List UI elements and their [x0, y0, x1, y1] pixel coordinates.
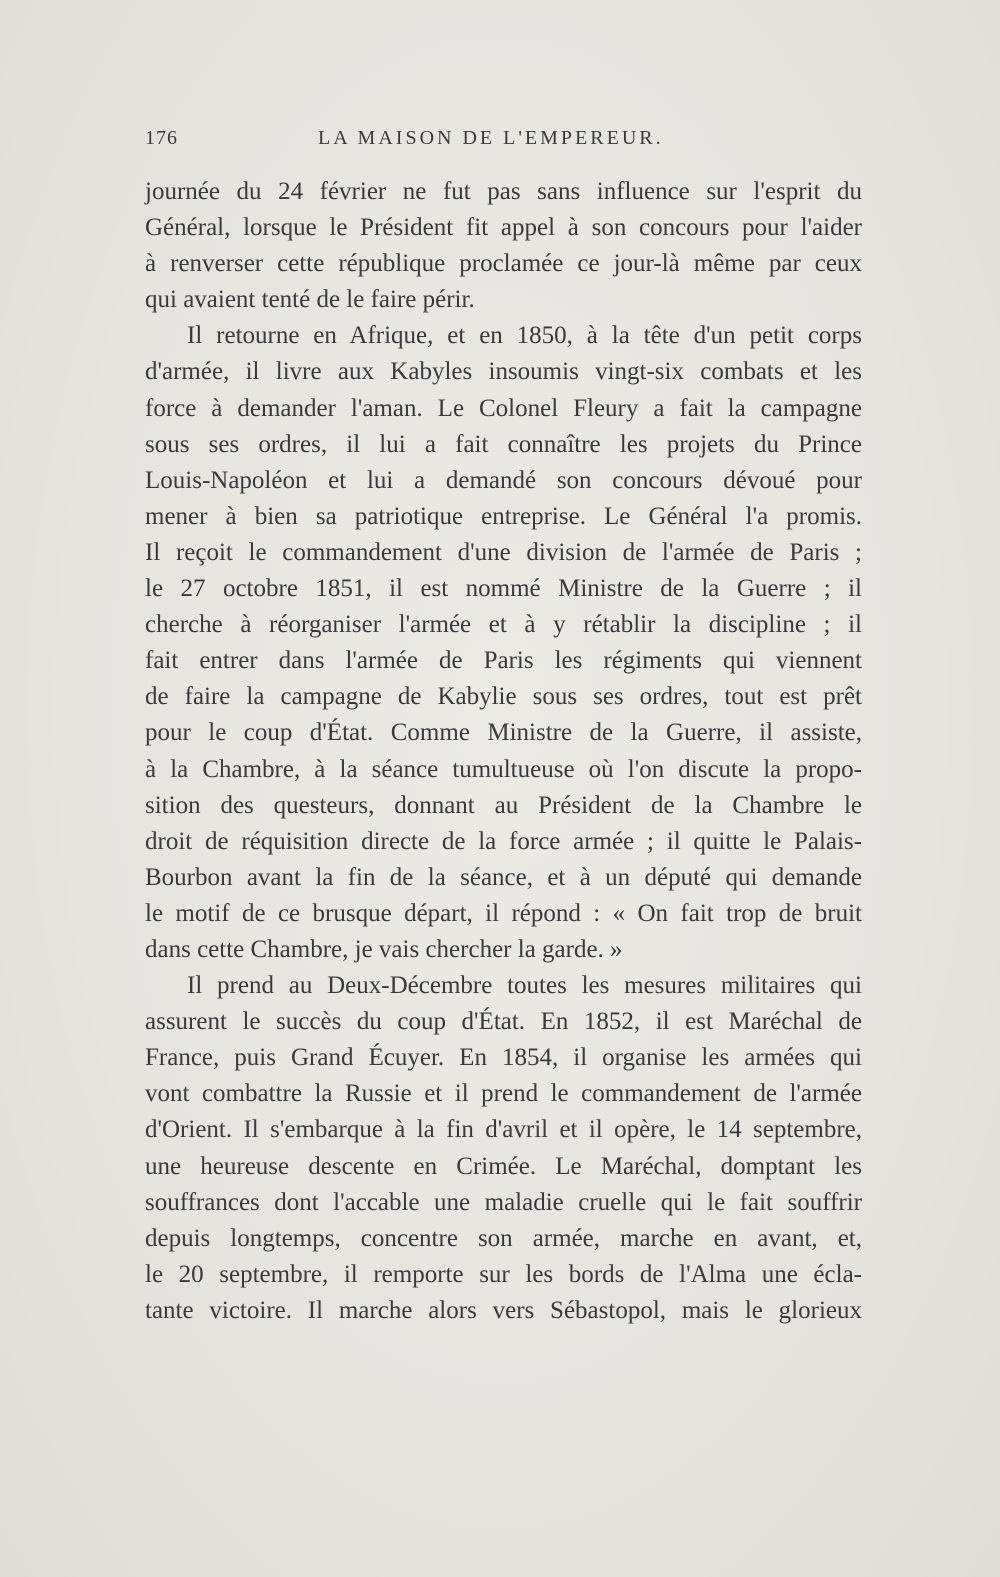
text-line: sition des questeurs, donnant au Président de la Chambre le: [145, 791, 862, 819]
text-line: mener à bien sa patriotique entreprise. Le Général l'a promis.: [145, 502, 862, 530]
text-line: depuis longtemps, concentre son armée, marche en avant, et,: [145, 1224, 862, 1252]
text-line: cherche à réorganiser l'armée et à y rétablir la discipline ; il: [145, 611, 862, 639]
text-line: qui avaient tenté de le faire périr.: [145, 286, 475, 314]
text-line: Louis-Napoléon et lui a demandé son concours dévoué pour: [145, 466, 862, 494]
text-line: souffrances dont l'accable une maladie cruelle qui le fait souffrir: [145, 1188, 862, 1216]
text-line: droit de réquisition directe de la force armée ; il quitte le Palais-: [145, 827, 862, 855]
body-text: [145, 174, 862, 1329]
text-line: d'Orient. Il s'embarque à la fin d'avril et il opère, le 14 septembre,: [145, 1116, 862, 1144]
text-line: France, puis Grand Écuyer. En 1854, il organise les armées qui: [145, 1044, 862, 1072]
page-number: 176: [145, 127, 178, 149]
text-line: Il reçoit le commandement d'une division de l'armée de Paris ;: [145, 538, 862, 566]
text-line: le motif de ce brusque départ, il répond : « On fait trop de bruit: [145, 899, 862, 927]
text-line: Il retourne en Afrique, et en 1850, à la tête d'un petit corps: [187, 322, 862, 350]
text-line: sous ses ordres, il lui a fait connaître les projets du Prince: [145, 430, 862, 458]
text-line: de faire la campagne de Kabylie sous ses ordres, tout est prêt: [145, 683, 862, 711]
text-line: à renverser cette république proclamée ce jour-là même par ceux: [145, 250, 862, 278]
text-line: Il prend au Deux-Décembre toutes les mesures militaires qui: [187, 972, 862, 1000]
text-line: Général, lorsque le Président fit appel à son concours pour l'aider: [145, 214, 862, 242]
text-line: à la Chambre, à la séance tumultueuse où l'on discute la propo-: [145, 755, 862, 783]
text-line: pour le coup d'État. Comme Ministre de la Guerre, il assiste,: [145, 719, 862, 747]
text-line: tante victoire. Il marche alors vers Sébastopol, mais le glorieux: [145, 1296, 862, 1324]
text-line: Bourbon avant la fin de la séance, et à un député qui demande: [145, 863, 862, 891]
text-line: dans cette Chambre, je vais chercher la garde. »: [145, 935, 623, 963]
text-line: d'armée, il livre aux Kabyles insoumis vingt-six combats et les: [145, 358, 862, 386]
text-line: assurent le succès du coup d'État. En 1852, il est Maréchal de: [145, 1008, 862, 1036]
text-line: une heureuse descente en Crimée. Le Maréchal, domptant les: [145, 1152, 862, 1180]
text-line: fait entrer dans l'armée de Paris les régiments qui viennent: [145, 647, 862, 675]
page-header: [145, 127, 685, 157]
text-line: journée du 24 février ne fut pas sans influence sur l'esprit du: [145, 178, 862, 205]
text-line: force à demander l'aman. Le Colonel Fleury a fait la campagne: [145, 394, 862, 422]
text-line: le 27 octobre 1851, il est nommé Ministre de la Guerre ; il: [145, 575, 862, 603]
running-head: LA MAISON DE L'EMPEREUR.: [318, 127, 664, 149]
text-line: vont combattre la Russie et il prend le commandement de l'armée: [145, 1080, 862, 1108]
text-line: le 20 septembre, il remporte sur les bords de l'Alma une écla-: [145, 1260, 862, 1288]
